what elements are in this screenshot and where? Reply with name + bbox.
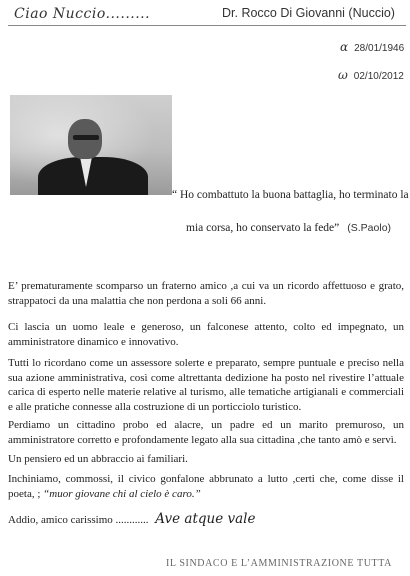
- farewell-line: [8, 511, 255, 527]
- greeting: Ciao Nuccio.........: [14, 6, 151, 22]
- quote-line-2: [186, 222, 391, 234]
- paragraph-4: Perdiamo un cittadino probo ed alacre, un padre ed un marito premuroso, un amministratore corretto e profondamente legato alla sua cittadina ,che tanto amò e servì.: [8, 419, 404, 446]
- paragraph-5: Un pensiero ed un abbraccio ai familiari.: [8, 453, 188, 465]
- quote-line-2-text: mia corsa, ho conservato la fede”: [186, 222, 340, 234]
- header-divider: [8, 25, 406, 26]
- birth-date: 28/01/1946: [354, 43, 405, 54]
- deceased-name: Dr. Rocco Di Giovanni (Nuccio): [222, 6, 395, 20]
- latin-farewell: Ave atque vale: [155, 511, 256, 527]
- paragraph-3: Tutti lo ricordano come un assessore solerte e preparato, sempre puntuale e preciso nella sua azione amministrativa, così come altrettanta dedizione ha posto nel rivestire l’attuale carica di esperto nelle materie relative al turismo, alle tematiche artigianali e commerciali e alle pratiche connesse alla costruzione di un porticciolo turistico.: [8, 357, 404, 413]
- birth-date-row: [340, 40, 404, 54]
- death-date: 02/10/2012: [353, 71, 404, 82]
- paragraph-1: E’ prematuramente scomparso un fraterno amico ,a cui va un ricordo affettuoso e grato, strappatoci da una malattia che non perdona a soli 66 anni.: [8, 280, 404, 307]
- quote-line-1: “ Ho combattuto la buona battaglia, ho terminato la: [172, 189, 409, 201]
- portrait-photo: [10, 95, 172, 195]
- farewell-text: Addio, amico carissimo ............: [8, 514, 149, 526]
- signature: IL SINDACO E L’AMMINISTRAZIONE TUTTA: [166, 558, 392, 569]
- paragraph-2: Ci lascia un uomo leale e generoso, un falconese attento, colto ed impegnato, un amministratore dinamico e innovativo.: [8, 321, 404, 348]
- alpha-symbol: α: [340, 40, 349, 54]
- quote-source: (S.Paolo): [347, 222, 392, 234]
- poet-quote: “muor giovane chi al cielo è caro.”: [43, 487, 201, 500]
- death-date-row: [338, 68, 404, 82]
- omega-symbol: ω: [338, 68, 348, 82]
- paragraph-6: [8, 472, 404, 501]
- paragraph-6-text: Inchiniamo, commossi, il civico gonfalone abbrunato a lutto ,certi che, come disse il poeta, ;: [8, 473, 404, 500]
